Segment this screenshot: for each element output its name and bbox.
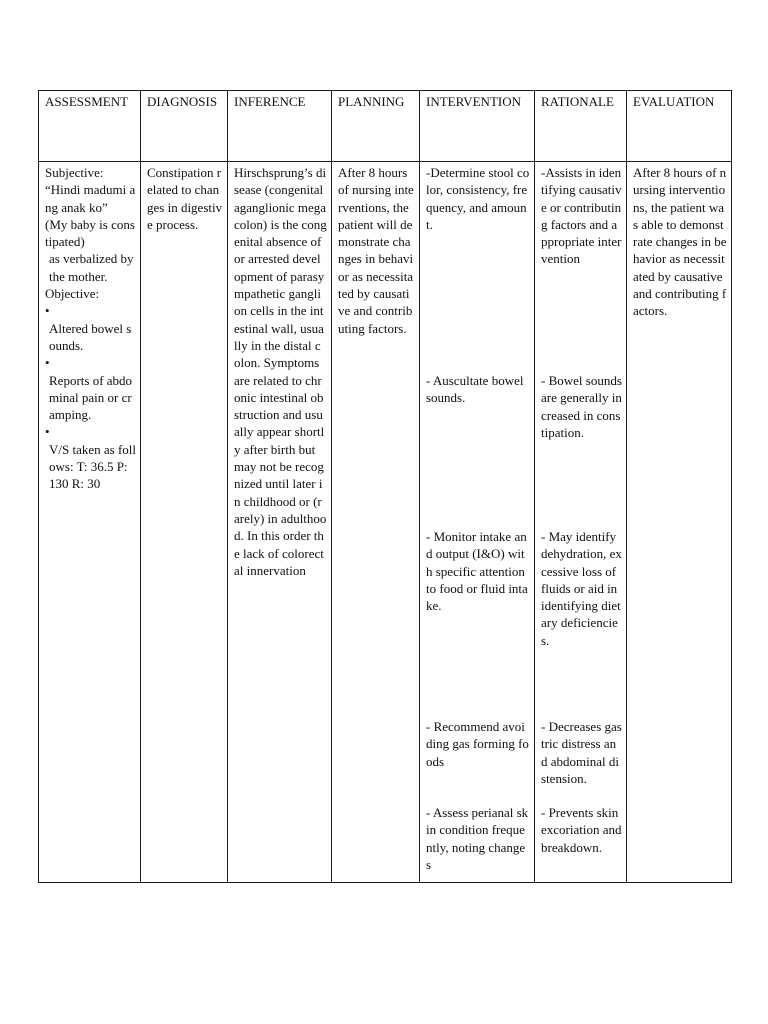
rationale-item: - Prevents skin excoriation and breakdown.	[541, 805, 622, 855]
header-planning: PLANNING	[332, 91, 420, 162]
inference-text: Hirschsprung’s disease (congenital aganglionic megacolon) is the congenital absence of or arrested development of parasympathetic ganglion cells in the intestinal wall, usually in the distal colon. Symptoms are related to chronic intestinal obstruction and usually appear shortly after birth but may not be recognized until later in childhood or (rarely) in adulthood. In this order the lack of colorectal innervation	[234, 165, 327, 578]
header-row	[39, 91, 732, 162]
rationale-cell	[535, 162, 627, 883]
header-intervention: INTERVENTION	[420, 91, 535, 162]
rationale-item: - Bowel sounds are generally increased in constipation.	[541, 373, 622, 440]
intervention-item: - Monitor intake and output (I&O) with specific attention to food or fluid intake.	[426, 529, 528, 614]
evaluation-cell	[627, 162, 732, 883]
content-row	[39, 162, 732, 883]
verbalized-note: as verbalized by the mother.	[49, 251, 134, 284]
header-diagnosis: DIAGNOSIS	[141, 91, 228, 162]
patient-quote: “Hindi madumi ang anak ko”	[45, 182, 136, 215]
intervention-cell	[420, 162, 535, 883]
header-assessment: ASSESSMENT	[39, 91, 141, 162]
intervention-item: -Determine stool color, consistency, frequency, and amount.	[426, 165, 530, 232]
intervention-item: - Recommend avoiding gas forming foods	[426, 719, 529, 769]
planning-text: After 8 hours of nursing interventions, the patient will demonstrate changes in behavior as necessitated by causative and contributing factors.	[338, 165, 414, 336]
header-evaluation: EVALUATION	[627, 91, 732, 162]
planning-cell	[332, 162, 420, 883]
bullet-icon: •	[45, 424, 50, 440]
rationale-item: - May identify dehydration, excessive loss of fluids or aid in identifying dietary deficiencies.	[541, 529, 622, 648]
quote-translation: (My baby is constipated)	[45, 216, 135, 250]
diagnosis-text: Constipation related to changes in digestive process.	[147, 165, 223, 232]
inference-cell	[228, 162, 332, 883]
assessment-cell	[39, 162, 141, 883]
rationale-item: - Decreases gastric distress and abdominal distension.	[541, 719, 622, 786]
evaluation-text: After 8 hours of nursing interventions, the patient was able to demonstrate changes in behavior as necessitated by causative and contributing factors.	[633, 165, 727, 319]
intervention-item: - Auscultate bowel sounds.	[426, 373, 524, 406]
objective-item: Reports of abdominal pain or cramping.	[49, 372, 133, 423]
rationale-item: -Assists in identifying causative or contributing factors and appropriate intervention	[541, 165, 622, 267]
header-inference: INFERENCE	[228, 91, 332, 162]
objective-item: Altered bowel sounds.	[49, 320, 132, 353]
intervention-item: - Assess perianal skin condition frequently, noting changes	[426, 805, 529, 872]
bullet-icon: •	[45, 303, 50, 319]
subjective-label: Subjective:	[45, 165, 104, 180]
bullet-icon: •	[45, 355, 50, 371]
objective-label: Objective:	[45, 286, 100, 302]
header-rationale: RATIONALE	[535, 91, 627, 162]
diagnosis-cell	[141, 162, 228, 883]
nursing-care-plan-table	[38, 90, 732, 883]
objective-item: V/S taken as follows: T: 36.5 P: 130 R: 30	[49, 441, 137, 492]
